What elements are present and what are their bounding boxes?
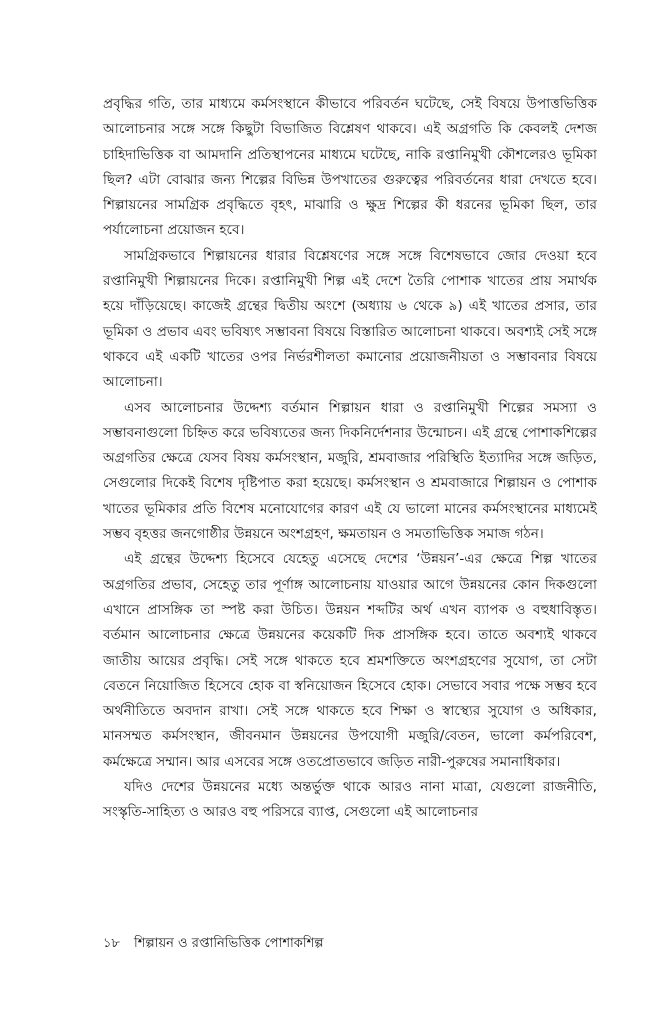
running-title: শিল্পায়ন ও রপ্তানিভিত্তিক পোশাকশিল্প (134, 936, 324, 951)
paragraph-4: এই গ্রন্থের উদ্দেশ্য হিসেবে যেহেতু এসেছে দেশের ‘উন্নয়ন’-এর ক্ষেত্রে শিল্প খাতের অগ্রগতির প্রভাব, সেহেতু তার পূর্ণাঙ্গ আলোচনায় যাওয়ার আগে উন্নয়নের কোন দিকগুলো এখানে প্রাসঙ্গিক তা স্পষ্ট করা উচিত। উন্নয়ন শব্দটির অর্থ এখন ব্যাপক ও বহুধাবিস্তৃত। বর্তমান আলোচনার ক্ষেত্রে উন্নয়নের কয়েকটি দিক প্রাসঙ্গিক হবে। তাতে অবশ্যই থাকবে জাতীয় আয়ের প্রবৃদ্ধি। সেই সঙ্গে থাকতে হবে শ্রমশক্তিতে অংশগ্রহণের সুযোগ, তা সেটা বেতনে নিয়োজিত হিসেবে হোক বা স্বনিয়োজন হিসেবে হোক। সেভাবে সবার পক্ষে সম্ভব হবে অর্থনীতিতে অবদান রাখা। সেই সঙ্গে থাকতে হবে শিক্ষা ও স্বাস্থ্যের সুযোগ ও অধিকার, মানসম্মত কর্মসংস্থান, জীবনমান উন্নয়নের উপযোগী মজুরি/বেতন, ভালো কর্মপরিবেশ, কর্মক্ষেত্রে সম্মান। আর এসবের সঙ্গে ওতপ্রোতভাবে জড়িত নারী-পুরুষের সমানাধিকার। (103, 551, 597, 770)
paragraph-3: এসব আলোচনার উদ্দেশ্য বর্তমান শিল্পায়ন ধারা ও রপ্তানিমুখী শিল্পের সমস্যা ও সম্ভাবনাগুলো চিহ্নিত করে ভবিষ্যতের জন্য দিকনির্দেশনার উন্মোচন। এই গ্রন্থে পোশাকশিল্পের অগ্রগতির ক্ষেত্রে যেসব বিষয় কর্মসংস্থান, মজুরি, শ্রমবাজার পরিস্থিতি ইত্যাদির সঙ্গে জড়িত, সেগুলোর দিকেই বিশেষ দৃষ্টিপাত করা হয়েছে। কর্মসংস্থান ও শ্রমবাজারে শিল্পায়ন ও পোশাক খাতের ভূমিকার প্রতি বিশেষ মনোযোগের কারণ এই যে ভালো মানের কর্মসংস্থানের মাধ্যমেই সম্ভব বৃহত্তর জনগোষ্ঠীর উন্নয়নে অংশগ্রহণ, ক্ষমতায়ন ও সমতাভিত্তিক সমাজ গঠন। (103, 399, 597, 543)
page-footer (103, 934, 597, 954)
page-number: ১৮ (103, 936, 120, 951)
body-text (103, 92, 597, 826)
paragraph-5: যদিও দেশের উন্নয়নের মধ্যে অন্তর্ভুক্ত থাকে আরও নানা মাত্রা, যেগুলো রাজনীতি, সংস্কৃতি-সাহিত্য ও আরও বহু পরিসরে ব্যাপ্ত, সেগুলো এই আলোচনার (103, 779, 597, 821)
paragraph-1: প্রবৃদ্ধির গতি, তার মাধ্যমে কর্মসংস্থানে কীভাবে পরিবর্তন ঘটেছে, সেই বিষয়ে উপাত্তভিত্তিক আলোচনার সঙ্গে সঙ্গে কিছুটা বিভাজিত বিশ্লেষণ থাকবে। এই অগ্রগতি কি কেবলই দেশজ চাহিদাভিত্তিক বা আমদানি প্রতিস্থাপনের মাধ্যমে ঘটেছে, নাকি রপ্তানিমুখী কৌশলেরও ভূমিকা ছিল? এটা বোঝার জন্য শিল্পের বিভিন্ন উপখাতের গুরুত্বের পরিবর্তনের ধারা দেখতে হবে। শিল্পায়নের সামগ্রিক প্রবৃদ্ধিতে বৃহৎ, মাঝারি ও ক্ষুদ্র শিল্পের কী ধরনের ভূমিকা ছিল, তার পর্যালোচনা প্রয়োজন হবে। (103, 96, 597, 239)
paragraph-2: সামগ্রিকভাবে শিল্পায়নের ধারার বিশ্লেষণের সঙ্গে সঙ্গে বিশেষভাবে জোর দেওয়া হবে রপ্তানিমুখী শিল্পায়নের দিকে। রপ্তানিমুখী শিল্প এই দেশে তৈরি পোশাক খাতের প্রায় সমার্থক হয়ে দাঁড়িয়েছে। কাজেই গ্রন্থের দ্বিতীয় অংশে (অধ্যায় ৬ থেকে ৯) এই খাতের প্রসার, তার ভূমিকা ও প্রভাব এবং ভবিষ্যৎ সম্ভাবনা বিষয়ে বিস্তারিত আলোচনা থাকবে। অবশ্যই সেই সঙ্গে থাকবে এই একটি খাতের ওপর নির্ভরশীলতা কমানোর প্রয়োজনীয়তা ও সম্ভাবনার বিষয়ে আলোচনা। (103, 247, 597, 391)
